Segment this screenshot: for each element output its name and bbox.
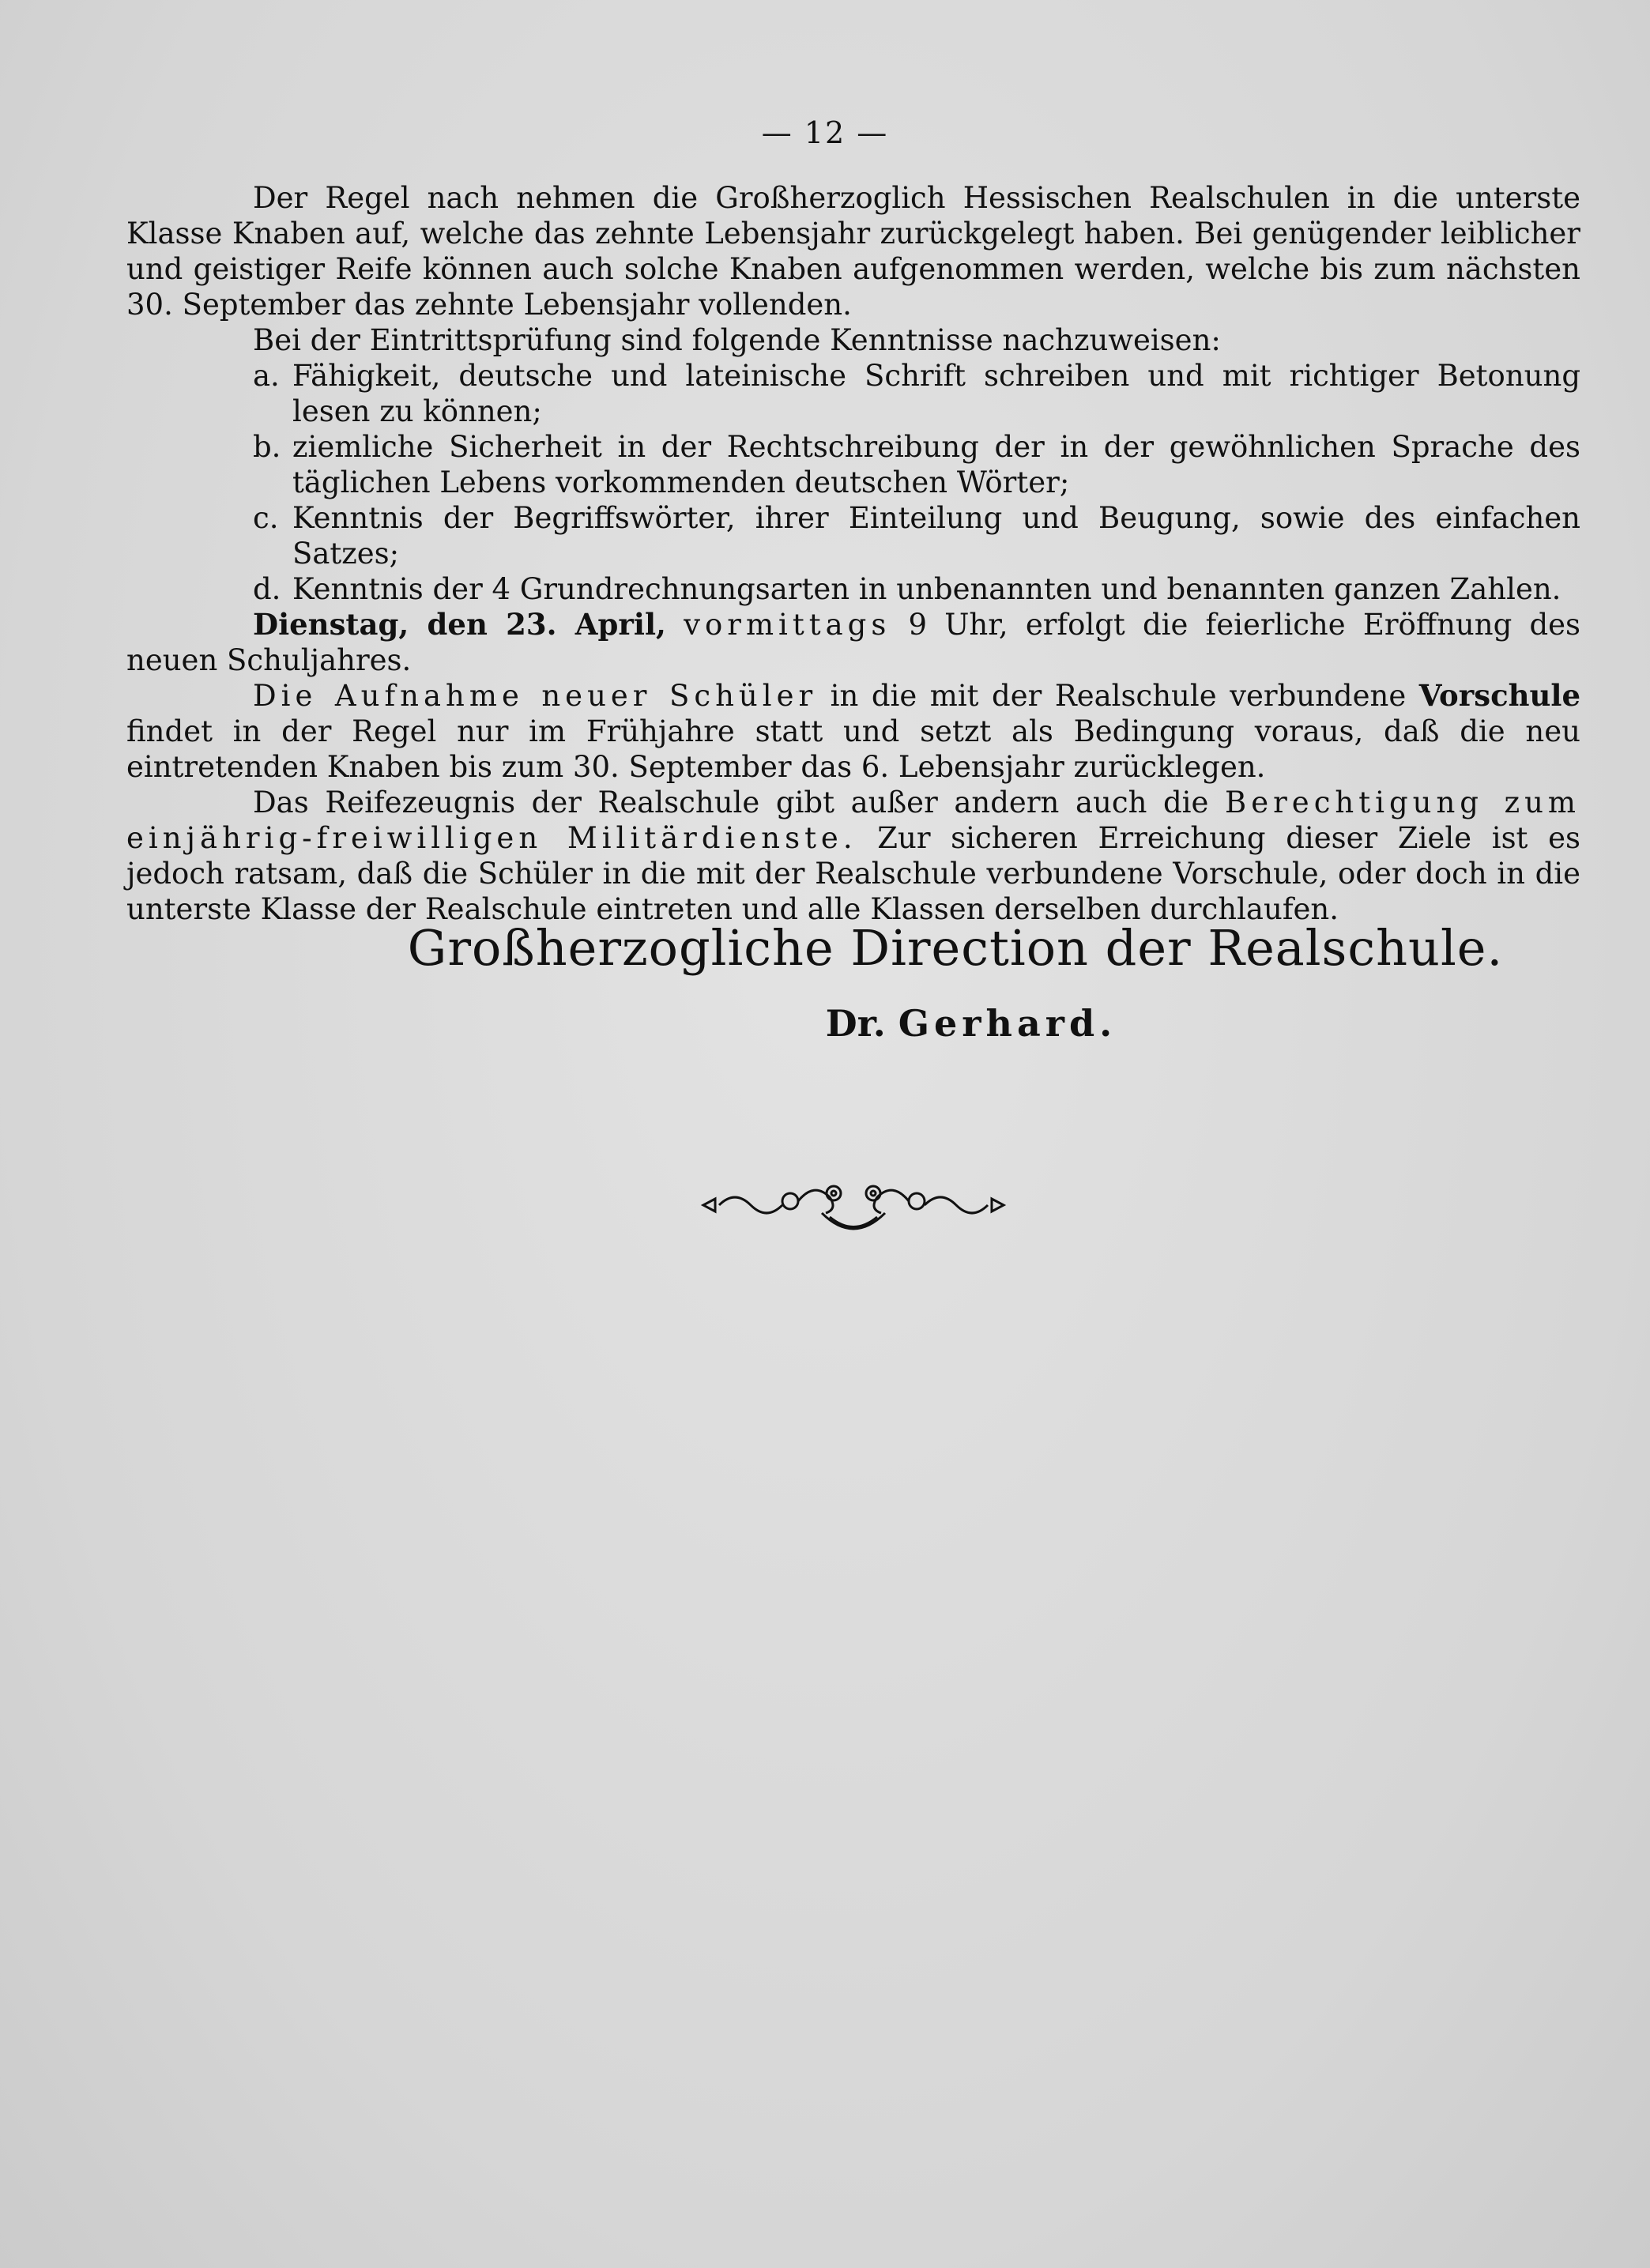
certificate-entitlement: Berechtigung zum einjährig-freiwilligen Militärdienste.: [126, 786, 1580, 855]
certificate-intro: Das Reifezeugnis der Realschule gibt außer andern auch die: [253, 786, 1209, 819]
director-signature: [0, 1002, 1650, 1045]
entrance-exam-intro: Bei der Eintrittsprüfung sind folgende Kenntnisse nachzuweisen:: [253, 323, 1221, 357]
opening-text: 9 Uhr, erfolgt die feierliche Eröffnung des neuen Schuljahres.: [126, 608, 1581, 677]
ornament-icon: [695, 1170, 1011, 1241]
list-letter: d.: [253, 572, 281, 606]
institution-name: Großherzogliche Direction der Realschule.: [407, 919, 1504, 977]
page-number: — 12 —: [761, 115, 889, 150]
main-text: [126, 180, 1580, 927]
list-item-text: Kenntnis der Begriffswörter, ihrer Einteilung und Beugung, sowie des einfachen Satzes;: [292, 501, 1580, 571]
list-item-text: ziemliche Sicherheit in der Rechtschreibung der in der gewöhnlichen Sprache des täglichen Lebens vorkommenden deutschen Wörter;: [292, 430, 1580, 499]
list-item: [126, 358, 1580, 429]
director-title: Dr.: [825, 1002, 886, 1045]
list-item-text: Kenntnis der 4 Grundrechnungsarten in unbenannten und benannten ganzen Zahlen.: [292, 572, 1561, 606]
new-students-paragraph: [126, 678, 1580, 785]
list-letter: c.: [253, 501, 279, 535]
requirements-list: [126, 358, 1580, 607]
list-letter: b.: [253, 430, 281, 464]
list-item-text: Fähigkeit, deutsche und lateinische Schrift schreiben und mit richtiger Betonung lesen zu können;: [292, 359, 1580, 428]
list-item: [126, 571, 1580, 607]
director-name: Gerhard.: [898, 1002, 1117, 1045]
new-students-mid: in die mit der Realschule verbundene: [830, 679, 1407, 713]
new-students-text: findet in der Regel nur im Frühjahre statt und setzt als Bedingung voraus, daß die neu eintretenden Knaben bis zum 30. September das 6. Lebensjahr zurücklegen.: [126, 714, 1580, 784]
list-letter: a.: [253, 359, 280, 393]
admission-rules-paragraph: Der Regel nach nehmen die Großherzoglich Hessischen Realschulen in die unterste Klasse Knaben auf, welche das zehnte Lebensjahr zurückgelegt haben. Bei genügender leiblicher und geistiger Reife können auch solche Knaben aufgenommen werden, welche bis zum nächsten 30. September das zehnte Lebensjahr vollenden.: [126, 181, 1580, 322]
opening-time-label: vormittags: [684, 608, 891, 642]
signature-block: [0, 917, 1650, 1045]
list-item: [126, 500, 1580, 571]
opening-date: Dienstag, den 23. April,: [253, 607, 666, 642]
certificate-text: Zur sicheren Erreichung dieser Ziele ist es jedoch ratsam, daß die Schüler in die mit der Realschule verbundene Vorschule, oder doch in die unterste Klasse der Realschule eintreten und alle Klassen derselben durchlaufen.: [126, 821, 1580, 926]
vorschule-term: Vorschule: [1418, 678, 1580, 713]
school-year-opening-paragraph: [126, 607, 1580, 678]
new-students-heading: Die Aufnahme neuer Schüler: [253, 679, 818, 713]
list-item: [126, 429, 1580, 500]
certificate-paragraph: [126, 785, 1580, 927]
